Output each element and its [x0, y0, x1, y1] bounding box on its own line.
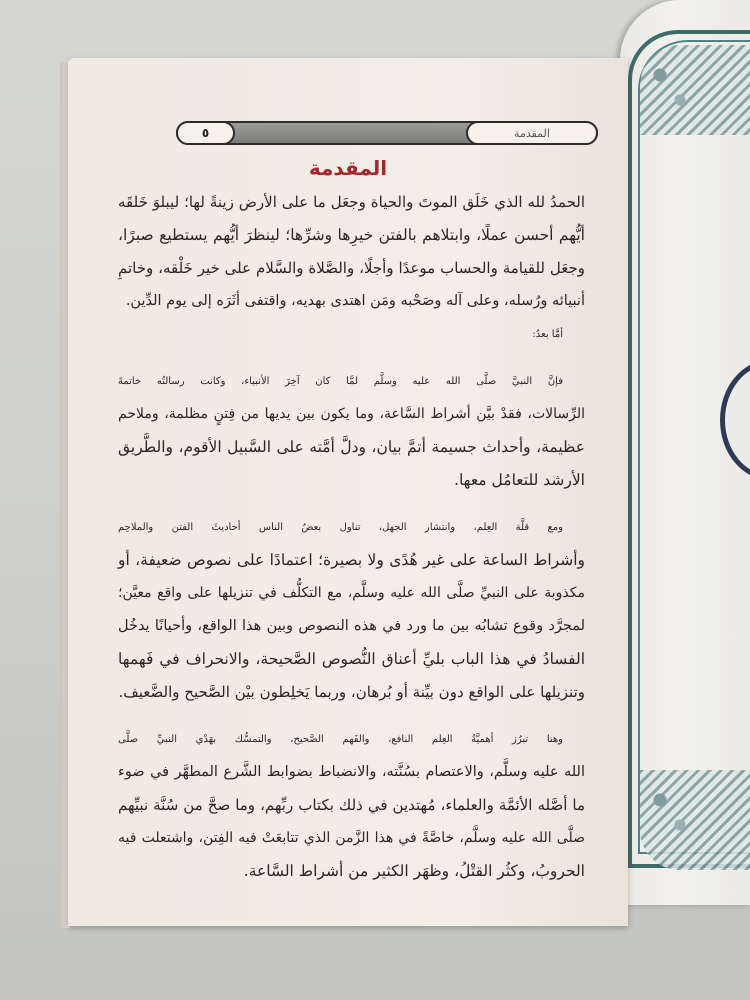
text-line: الفسادُ في هذا الباب بليِّ أعناق النُّصوص الصَّحيحة، والانحراف في فَهمها: [118, 650, 585, 668]
cover-ornament-bottom: [640, 770, 750, 870]
text-line: أمَّا بعدُ:: [532, 329, 563, 340]
book-page: [68, 58, 628, 926]
text-line: ومع قلَّة العِلم، وانتشار الجهل، تناول بعضُ الناس أحاديثَ الفتن والملاحِم: [118, 522, 563, 533]
text-line: عظيمة، وأحداث جسيمة أتمَّ بيان، ودلَّ أمَّته على السَّبيل الأقوم، والطَّريق: [118, 438, 585, 456]
chapter-title: المقدمة: [308, 156, 388, 180]
running-header: [176, 121, 598, 145]
text-line: وتنزيلها على الواقع دون بيِّنة أو بُرهان، وربما يَخلِطون بيْن الصَّحيح والضَّعيف.: [118, 683, 585, 701]
text-line: الأرشد للتعامُل معها.: [454, 471, 585, 489]
text-line: مكذوبة على النبيِّ صلَّى الله عليه وسلَّم، مع التكلُّف في تنزيلها على واقع معيَّن؛: [118, 585, 585, 601]
text-line: ما أصَّله الأئمَّة والعلماء، مُهتدين في ذلك بكتاب ربِّهم، وما صحَّ من سُنَّة نبيِّهم: [118, 796, 585, 814]
facing-cover-page: [620, 0, 750, 905]
cover-ornament-top: [640, 45, 750, 135]
text-line: أيُّهم أحسن عملًا، وابتلاهم بالفتن خيرِها وشرِّها؛ لينظرَ أيُّهم يستطيع صبرًا،: [118, 226, 585, 244]
text-line: وأشراط الساعة على غير هُدًى ولا بصيرة؛ اعتمادًا على نصوص ضعيفة، أو: [118, 551, 585, 569]
text-line: أنبيائه ورُسله، وعلى آله وصَحْبه ومَن اهتدى بهديه، واقتفى أثَرَه إلى يوم الدِّين.: [125, 293, 585, 309]
body-text: [118, 186, 585, 888]
text-line: الحمدُ لله الذي خَلَق الموتَ والحياة وجعَل ما على الأرض زينةً لها؛ ليبلوَ خَلقَه: [118, 193, 585, 211]
text-line: الله عليه وسلَّم، والاعتصام بسُنَّته، والانضباط بضوابط الشَّرع المطهَّر في ضوء: [118, 764, 585, 780]
text-line: وهنا تبرُز أهميَّةُ العِلم النافع، والفَهم الصَّحيح، والتمسُّك بهَدْي النبيِّ صلَّى: [118, 734, 563, 745]
text-line: الحروبُ، وكثُر القتْلُ، وظهَر الكثير من أشراط السَّاعة.: [243, 862, 585, 880]
running-header-section: المقدمة: [466, 121, 598, 145]
text-line: وجعَل للقيامة والحساب موعدًا وأجلًا، والصَّلاة والسَّلام على خير خَلْقه، وخاتمِ: [118, 259, 585, 277]
text-line: صلَّى الله عليه وسلَّم، خاصَّةً في هذا الزَّمن الذي تتابعَتْ فيه الفِتن، واشتعلت فيه: [118, 830, 585, 846]
text-line: فإنَّ النبيَّ صلَّى الله عليه وسلَّم لمَّا كان آخِرَ الأنبياء، وكانت رسالتُه خاتمةَ: [118, 376, 563, 387]
text-line: الرِّسالات، فقدْ بيَّن أشراط السَّاعة، وما يكون بين يديها من فِتنٍ مظلمة، وملاحم: [118, 406, 585, 422]
page-number: ٥: [176, 121, 235, 145]
text-line: لمجرَّد وقوع تشابُه بين ما ورد في هذه النصوص وبين هذا الواقع، وأحيانًا يدخُل: [118, 618, 585, 634]
